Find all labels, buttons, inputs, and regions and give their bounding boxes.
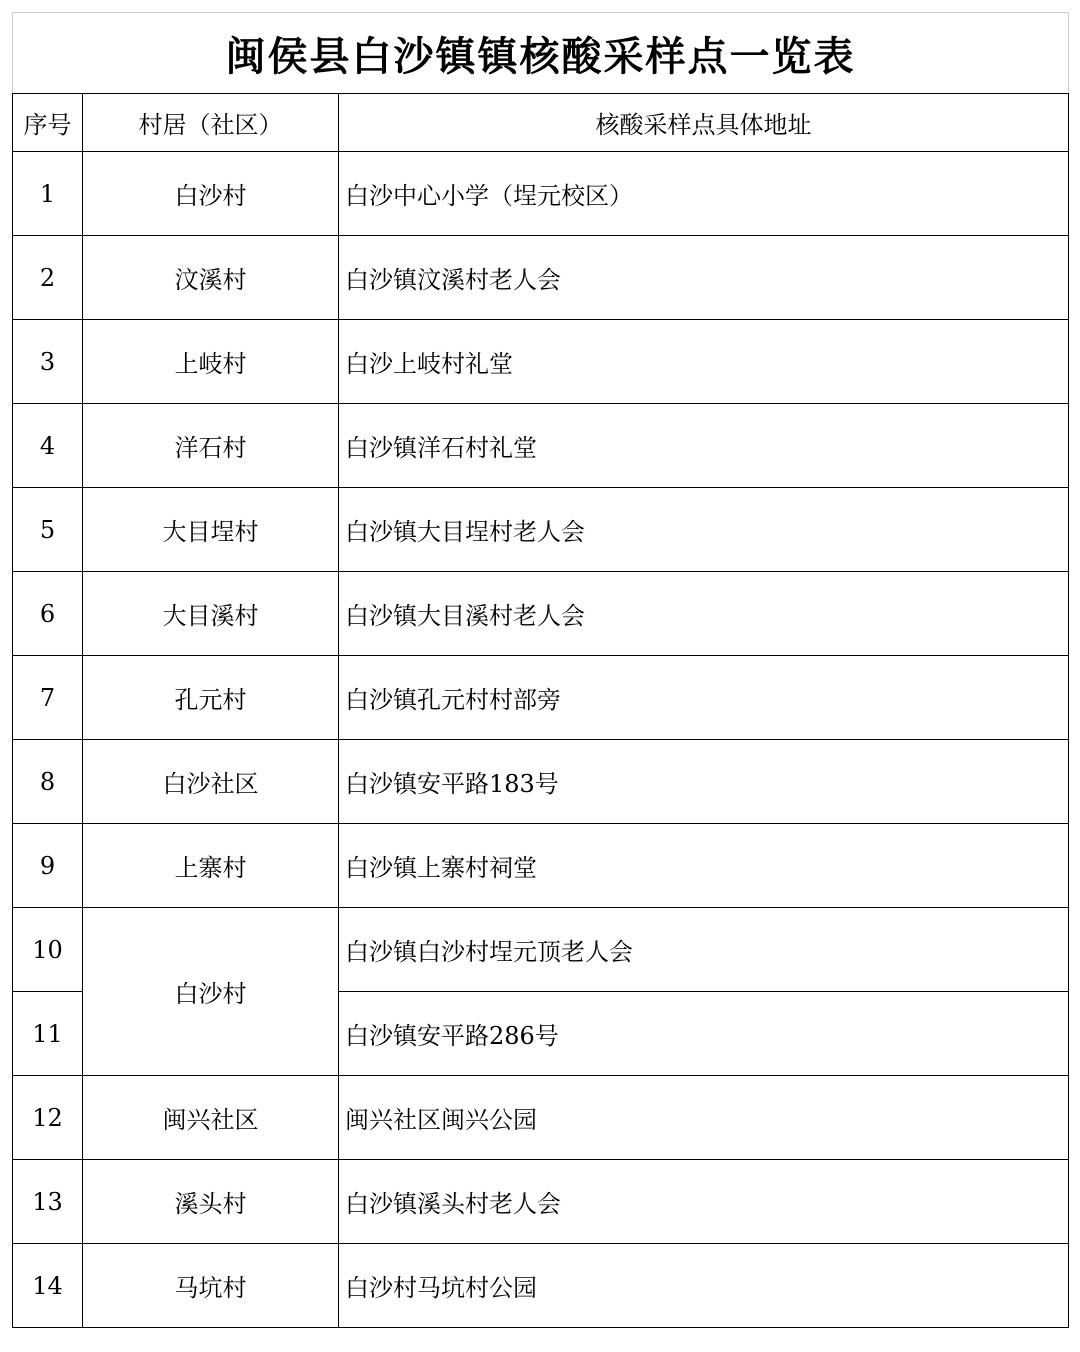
header-no: 序号: [13, 94, 83, 152]
address-cell: 白沙镇汶溪村老人会: [339, 236, 1069, 320]
row-number: 8: [13, 740, 83, 824]
table-row: [13, 824, 1069, 908]
village-cell: 孔元村: [83, 656, 339, 740]
address-cell: 闽兴社区闽兴公园: [339, 1076, 1069, 1160]
sampling-sites-sheet: [12, 12, 1068, 1340]
row-number: 6: [13, 572, 83, 656]
header-row: [13, 94, 1069, 152]
table-row: [13, 656, 1069, 740]
village-cell: 白沙社区: [83, 740, 339, 824]
row-number: 2: [13, 236, 83, 320]
address-cell: 白沙镇孔元村村部旁: [339, 656, 1069, 740]
header-village: 村居（社区）: [83, 94, 339, 152]
row-number: 14: [13, 1244, 83, 1328]
table-row: [13, 740, 1069, 824]
village-cell: 大目埕村: [83, 488, 339, 572]
sampling-sites-table: [12, 12, 1069, 1328]
row-number: 13: [13, 1160, 83, 1244]
table-row: [13, 152, 1069, 236]
table-row: [13, 1244, 1069, 1328]
address-cell: 白沙镇大目溪村老人会: [339, 572, 1069, 656]
row-number: 1: [13, 152, 83, 236]
village-cell: 白沙村: [83, 152, 339, 236]
village-cell-merged: 白沙村: [83, 908, 339, 1076]
address-cell: 白沙镇大目埕村老人会: [339, 488, 1069, 572]
address-cell: 白沙镇溪头村老人会: [339, 1160, 1069, 1244]
village-cell: 闽兴社区: [83, 1076, 339, 1160]
table-row: [13, 572, 1069, 656]
village-cell: 汶溪村: [83, 236, 339, 320]
table-row: [13, 404, 1069, 488]
row-number: 12: [13, 1076, 83, 1160]
address-cell: 白沙镇上寨村祠堂: [339, 824, 1069, 908]
table-row: [13, 320, 1069, 404]
page-title: 闽侯县白沙镇镇核酸采样点一览表: [13, 13, 1069, 94]
table-row: [13, 1160, 1069, 1244]
table-row: [13, 236, 1069, 320]
row-number: 7: [13, 656, 83, 740]
village-cell: 上寨村: [83, 824, 339, 908]
address-cell: 白沙村马坑村公园: [339, 1244, 1069, 1328]
village-cell: 大目溪村: [83, 572, 339, 656]
address-cell: 白沙中心小学（埕元校区）: [339, 152, 1069, 236]
row-number: 5: [13, 488, 83, 572]
row-number: 11: [13, 992, 83, 1076]
row-number: 9: [13, 824, 83, 908]
village-cell: 洋石村: [83, 404, 339, 488]
address-cell: 白沙镇安平路183号: [339, 740, 1069, 824]
row-number: 10: [13, 908, 83, 992]
title-row: [13, 13, 1069, 94]
table-row: [13, 488, 1069, 572]
village-cell: 马坑村: [83, 1244, 339, 1328]
address-cell: 白沙镇洋石村礼堂: [339, 404, 1069, 488]
address-cell: 白沙镇安平路286号: [339, 992, 1069, 1076]
header-address: 核酸采样点具体地址: [339, 94, 1069, 152]
village-cell: 上岐村: [83, 320, 339, 404]
row-number: 3: [13, 320, 83, 404]
table-row: [13, 908, 1069, 992]
address-cell: 白沙上岐村礼堂: [339, 320, 1069, 404]
address-cell: 白沙镇白沙村埕元顶老人会: [339, 908, 1069, 992]
table-row: [13, 1076, 1069, 1160]
row-number: 4: [13, 404, 83, 488]
village-cell: 溪头村: [83, 1160, 339, 1244]
